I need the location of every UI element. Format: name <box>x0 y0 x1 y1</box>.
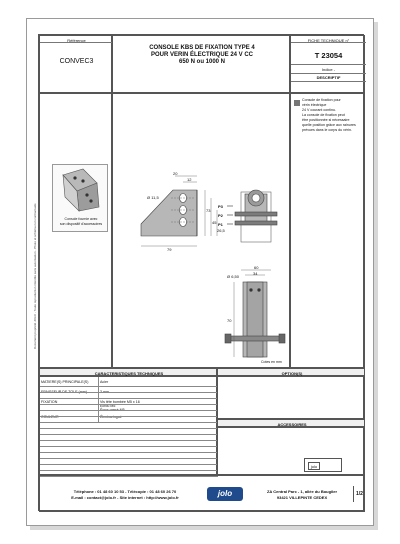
characteristics-heading: CARACTERISTIQUES TECHNIQUES <box>94 370 164 376</box>
table-rule <box>40 434 218 435</box>
brand-logo: jolo <box>207 487 243 501</box>
dim-26-5: 26,5 <box>217 228 225 233</box>
characteristics-table <box>39 376 217 475</box>
divider <box>40 42 113 43</box>
table-rule <box>40 452 218 453</box>
dim-20: 20 <box>173 171 178 176</box>
table-rule <box>40 470 218 471</box>
dim-70: 70 <box>227 318 232 323</box>
characteristic-label: COULEUR <box>41 415 59 419</box>
product-thumbnail <box>52 164 108 232</box>
descriptif-label: DESCRIPTIF <box>316 75 341 80</box>
table-rule <box>40 428 218 429</box>
characteristic-value: Écrou serré M5 <box>100 408 125 412</box>
descriptif-line: La console de fixation peut <box>302 113 345 117</box>
characteristic-label: EPAISSEUR DE TOLE (mm) <box>41 390 87 394</box>
divider <box>291 81 366 82</box>
descriptif-line: être positionnée si nécessaire <box>302 118 350 122</box>
table-rule <box>40 404 218 405</box>
characteristic-value: Vis tête bombée M5 x 16 <box>100 400 140 404</box>
table-rule <box>40 416 218 417</box>
dim-bolt: Ø 6,50 <box>227 274 240 279</box>
descriptif-line: Console de fixation pour <box>302 98 341 102</box>
options-area <box>217 376 365 419</box>
reference-label: Référence <box>67 38 86 43</box>
table-rule <box>40 446 218 447</box>
side-legal-text: Document propriété JOLO - Toute reproduction interdite sans autorisation - Photo et schéma non contractuels <box>33 203 37 349</box>
table-rule <box>40 440 218 441</box>
photo-column <box>39 93 112 368</box>
table-rule <box>40 410 218 411</box>
dim-60: 60 <box>254 265 259 270</box>
footer <box>39 475 365 512</box>
divider <box>291 73 366 74</box>
reference-box <box>39 35 112 93</box>
bracket-photo-icon <box>53 165 109 215</box>
front-view <box>225 270 285 357</box>
table-rule <box>40 398 218 399</box>
characteristic-value: Ecrou M5 <box>100 404 116 408</box>
page-number: 1/2 <box>353 486 365 502</box>
footer-phone: Téléphone : 01 48 60 10 53 - Télécopie : 01 48 60 26 70 <box>73 489 177 494</box>
descriptif-line: quelle position grâce aux rainures <box>302 123 356 127</box>
options-heading: OPTION(S) <box>281 370 303 376</box>
sheet-frame <box>38 34 364 511</box>
accessories-area <box>217 427 365 475</box>
descriptif-column <box>290 93 365 368</box>
position-p2: P2 <box>218 213 223 218</box>
footer-email: E-mail : contact@jolo.fr - Site internet : http://www.jolo.fr <box>71 495 179 500</box>
dim-hole: Ø 11,5 <box>147 195 159 200</box>
drawing-area <box>112 93 290 368</box>
characteristic-value: 3 mm <box>100 390 109 394</box>
title-line-1: CONSOLE KBS DE FIXATION TYPE 4 <box>149 45 255 51</box>
technical-drawing <box>113 94 291 369</box>
characteristic-value: Acier <box>100 380 109 384</box>
divider <box>291 64 366 65</box>
divider <box>291 42 366 43</box>
title-box <box>112 35 290 93</box>
indice-label: Indice - <box>321 67 336 72</box>
thumbnail-caption-1: Console fournie avec <box>64 217 98 221</box>
dim-34: 34 <box>253 271 258 276</box>
thumbnail-caption-2: son dispositif d'accessoires <box>59 222 103 226</box>
accessories-header <box>217 419 365 427</box>
stamp-box <box>304 458 342 472</box>
footer-address-1: ZA Central Parc - 1, allée du Bougiler <box>266 489 338 494</box>
technical-sheet <box>26 18 374 526</box>
position-p1: P1 <box>218 222 223 227</box>
footer-address-2: 93421 VILLEPINTE CEDEX <box>276 495 328 500</box>
stamp-logo: jolo <box>308 462 320 470</box>
dim-79: 79 <box>167 247 172 252</box>
table-rule <box>40 458 218 459</box>
fiche-number: T 23054 <box>314 51 343 60</box>
table-rule <box>40 422 218 423</box>
characteristic-label: FIXATION <box>41 400 58 404</box>
title-line-3: 650 N ou 1000 N <box>178 59 226 65</box>
fiche-box <box>290 35 365 93</box>
descriptif-line: prévues dans le corps du vérin. <box>302 128 352 132</box>
descriptif-line: 24 V courant continu. <box>302 108 336 112</box>
title-line-2: POUR VERIN ÉLECTRIQUE 24 V CC <box>150 52 254 58</box>
reference-value: CONVEC3 <box>59 58 94 65</box>
position-p3: P3 <box>218 204 223 209</box>
dim-73: 73 <box>206 208 211 213</box>
table-rule <box>40 464 218 465</box>
table-rule <box>40 386 218 387</box>
characteristics-header <box>39 368 217 376</box>
dim-12: 12 <box>187 177 192 182</box>
characteristic-value: Électrozingué <box>100 415 122 419</box>
accessories-heading: ACCESSOIRES <box>277 421 307 427</box>
descriptif-line: vérin électrique <box>302 103 327 107</box>
options-header <box>217 368 365 376</box>
info-icon <box>294 100 300 106</box>
cotes-note: Cotes en mm <box>261 360 282 364</box>
end-view <box>227 190 277 242</box>
characteristic-label: MATIERE(S) PRINCIPALE(S) <box>41 380 89 384</box>
table-column-divider <box>98 377 99 423</box>
dim-45: 45 <box>212 220 217 225</box>
table-rule <box>40 392 218 393</box>
fiche-label: FICHE TECHNIQUE n° <box>307 38 350 43</box>
